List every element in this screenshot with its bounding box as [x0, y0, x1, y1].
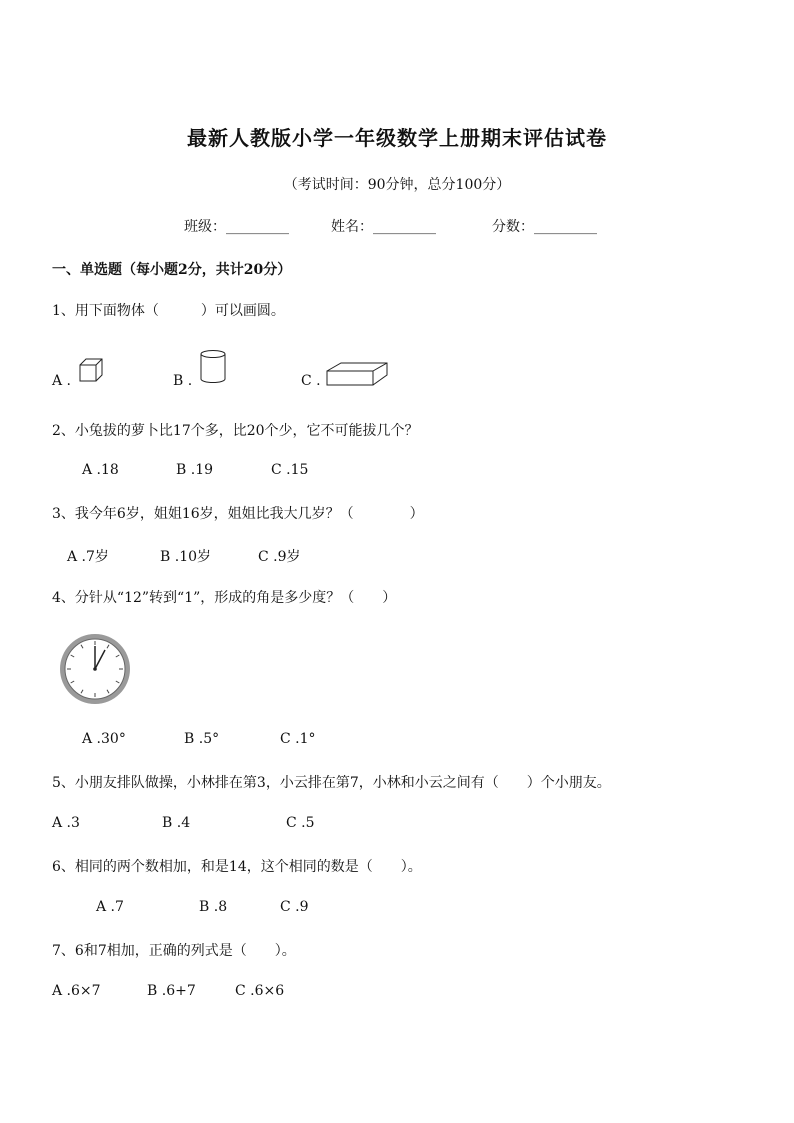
- question-2: 2、小兔拔的萝卜比17个多，比20个少，它不可能拔几个？: [52, 423, 419, 439]
- q7-option-b[interactable]: B .6+7: [147, 983, 196, 999]
- q2-option-c[interactable]: C .15: [271, 462, 309, 478]
- q7-option-c[interactable]: C .6×6: [235, 983, 285, 999]
- q2-option-b[interactable]: B .19: [176, 462, 214, 478]
- cube-icon: [78, 357, 106, 383]
- question-6: 6、相同的两个数相加，和是14，这个相同的数是（ ）。: [52, 859, 422, 875]
- q1-option-b[interactable]: B .: [173, 373, 193, 389]
- page-title: 最新人教版小学一年级数学上册期末评估试卷: [187, 126, 607, 150]
- q3-option-a[interactable]: A .7岁: [67, 549, 109, 565]
- class-field[interactable]: 班级：_________: [184, 219, 289, 235]
- question-3: 3、我今年6岁，姐姐16岁，姐姐比我大几岁？（ ）: [52, 506, 424, 522]
- cylinder-icon: [198, 349, 228, 385]
- q2-option-a[interactable]: A .18: [82, 462, 119, 478]
- q1-option-a[interactable]: A .: [52, 373, 72, 389]
- section-heading: 一、单选题（每小题2分，共计20分）: [52, 262, 292, 278]
- q3-option-b[interactable]: B .10岁: [160, 549, 212, 565]
- q5-option-b[interactable]: B .4: [162, 815, 191, 831]
- q4-option-a[interactable]: A .30°: [82, 731, 126, 747]
- q7-option-a[interactable]: A .6×7: [52, 983, 101, 999]
- q6-option-b[interactable]: B .8: [199, 899, 228, 915]
- clock-icon: [58, 632, 132, 706]
- q3-option-c[interactable]: C .9岁: [258, 549, 301, 565]
- score-field[interactable]: 分数：_________: [492, 219, 597, 235]
- q6-option-a[interactable]: A .7: [96, 899, 124, 915]
- question-7: 7、6和7相加，正确的列式是（ ）。: [52, 943, 296, 959]
- q1-option-c[interactable]: C .: [301, 373, 321, 389]
- exam-subtitle: （考试时间：90分钟，总分100分）: [283, 177, 511, 193]
- q4-option-b[interactable]: B .5°: [184, 731, 220, 747]
- question-1: 1、用下面物体（ ）可以画圆。: [52, 303, 285, 319]
- q4-option-c[interactable]: C .1°: [280, 731, 316, 747]
- rectangular-prism-icon: [325, 361, 389, 387]
- name-field[interactable]: 姓名：_________: [331, 219, 436, 235]
- q5-option-c[interactable]: C .5: [286, 815, 315, 831]
- q5-option-a[interactable]: A .3: [52, 815, 80, 831]
- question-5: 5、小朋友排队做操，小林排在第3，小云排在第7，小林和小云之间有（ ）个小朋友。: [52, 775, 611, 791]
- q6-option-c[interactable]: C .9: [280, 899, 309, 915]
- question-4: 4、分针从“12”转到“1”，形成的角是多少度？（ ）: [52, 590, 397, 606]
